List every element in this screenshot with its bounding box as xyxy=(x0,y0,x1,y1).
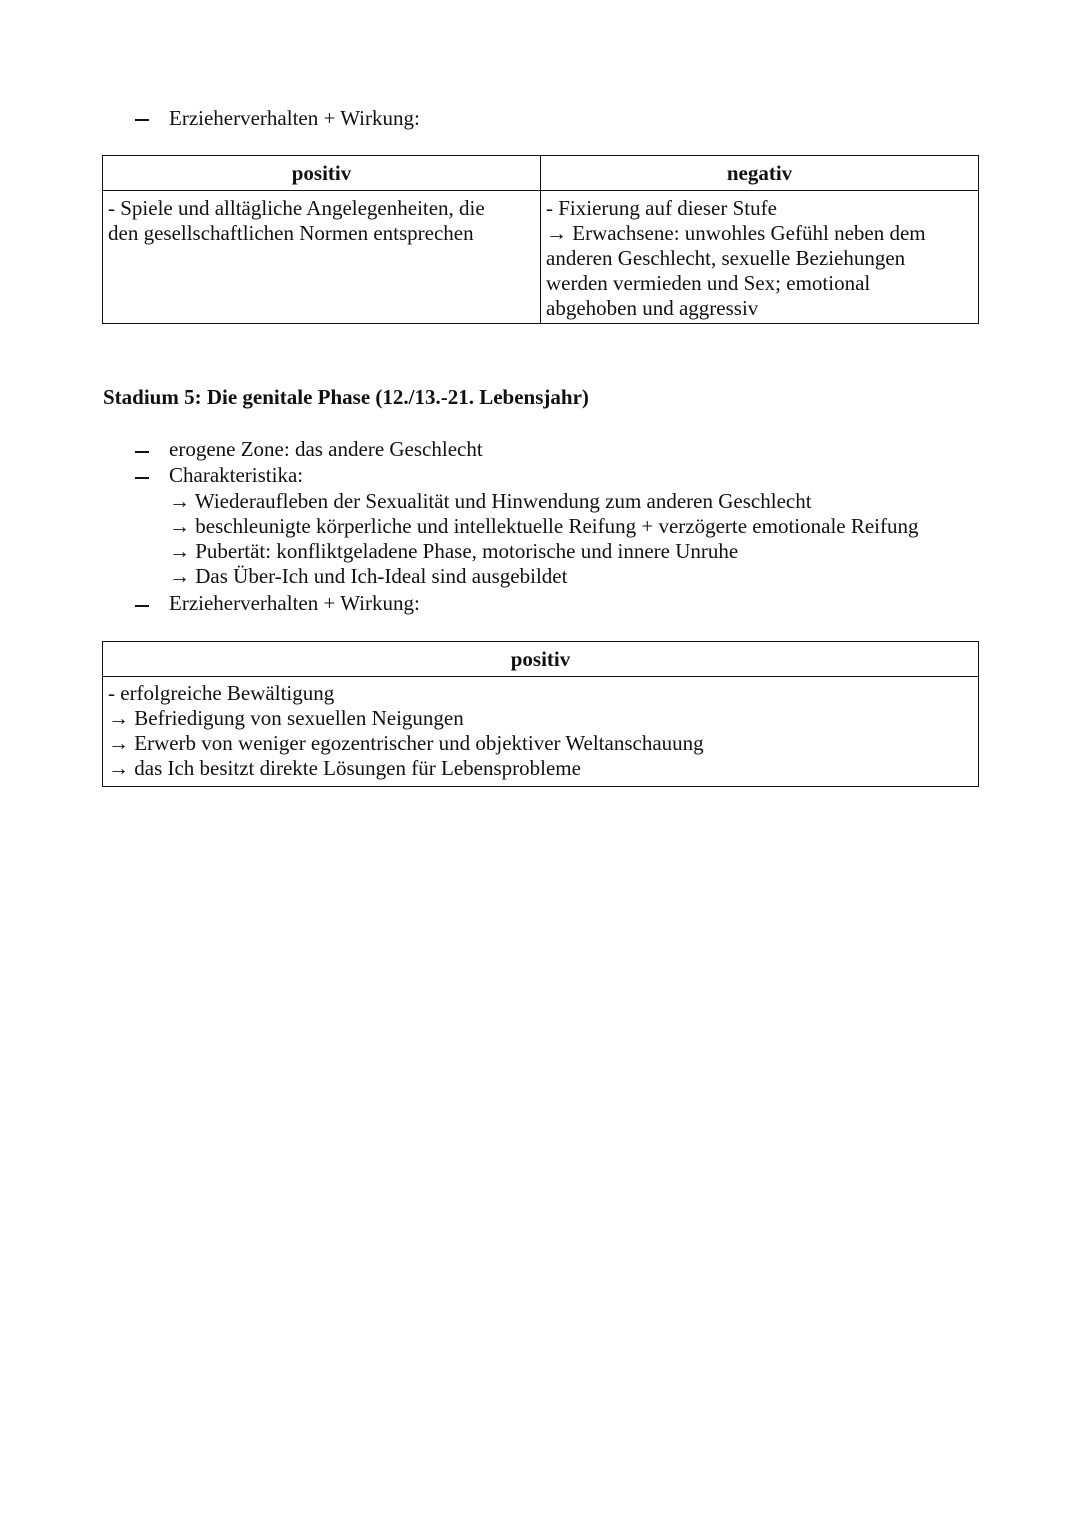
educator-behavior-label: Erzieherverhalten + Wirkung: xyxy=(169,591,420,615)
negative-line: - Fixierung auf dieser Stufe xyxy=(546,196,777,220)
stage4-effects-table xyxy=(102,155,979,324)
negative-header: negativ xyxy=(541,156,979,191)
table-header-row xyxy=(103,642,979,677)
table-row xyxy=(103,191,979,324)
stage5-heading: Stadium 5: Die genitale Phase (12./13.-21. Lebensjahr) xyxy=(103,385,589,409)
negative-line: → Erwachsene: unwohles Gefühl neben dem xyxy=(546,221,926,245)
positive-cell xyxy=(103,191,541,324)
bullet-dash xyxy=(135,477,149,479)
table-header-row xyxy=(103,156,979,191)
positive-line: - Spiele und alltägliche Angelegenheiten, die xyxy=(108,196,485,220)
characteristic-item: → beschleunigte körperliche und intellektuelle Reifung + verzögerte emotionale Reifung xyxy=(169,514,919,538)
stage5-effects-table xyxy=(102,641,979,787)
characteristic-item: → Wiederaufleben der Sexualität und Hinwendung zum anderen Geschlecht xyxy=(169,489,812,513)
characteristic-item: → Pubertät: konfliktgeladene Phase, motorische und innere Unruhe xyxy=(169,539,739,563)
negative-line: abgehoben und aggressiv xyxy=(546,296,759,320)
negative-cell xyxy=(541,191,979,324)
positive-line: → Befriedigung von sexuellen Neigungen xyxy=(108,706,464,730)
bullet-dash xyxy=(135,451,149,453)
bullet-dash xyxy=(135,605,149,607)
positive-header: positiv xyxy=(103,156,541,191)
characteristic-item: → Das Über-Ich und Ich-Ideal sind ausgebildet xyxy=(169,564,568,588)
positive-line: → Erwerb von weniger egozentrischer und objektiver Weltanschauung xyxy=(108,731,704,755)
positive-line: - erfolgreiche Bewältigung xyxy=(108,681,335,705)
positive-header: positiv xyxy=(103,642,979,677)
erogenous-zone-text: erogene Zone: das andere Geschlecht xyxy=(169,437,483,461)
educator-behavior-label: Erzieherverhalten + Wirkung: xyxy=(169,106,420,130)
negative-line: werden vermieden und Sex; emotional xyxy=(546,271,871,295)
positive-line: → das Ich besitzt direkte Lösungen für Lebensprobleme xyxy=(108,756,581,780)
characteristics-label: Charakteristika: xyxy=(169,463,304,487)
negative-line: anderen Geschlecht, sexuelle Beziehungen xyxy=(546,246,906,270)
positive-line: den gesellschaftlichen Normen entsprechen xyxy=(108,221,474,245)
bullet-dash xyxy=(135,119,149,121)
positive-cell xyxy=(103,677,979,787)
table-row xyxy=(103,677,979,787)
